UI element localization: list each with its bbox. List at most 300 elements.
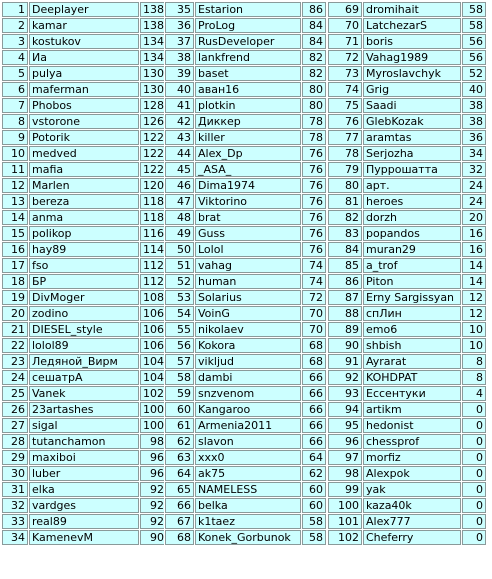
- player-name: Marlen: [29, 178, 139, 193]
- player-name: pulya: [29, 66, 139, 81]
- ranking-row: [2, 354, 167, 369]
- ranking-row: [165, 418, 326, 433]
- player-score: 112: [140, 274, 167, 289]
- rank-number: 48: [165, 210, 194, 225]
- rank-number: 10: [2, 146, 28, 161]
- rank-number: 75: [328, 98, 362, 113]
- rank-number: 39: [165, 66, 194, 81]
- rank-number: 63: [165, 450, 194, 465]
- rank-number: 61: [165, 418, 194, 433]
- player-score: 84: [302, 34, 326, 49]
- player-score: 112: [140, 258, 167, 273]
- player-name: Ayrarat: [363, 354, 461, 369]
- rank-number: 31: [2, 482, 28, 497]
- player-score: 82: [302, 50, 326, 65]
- player-score: 82: [302, 66, 326, 81]
- player-name: real89: [29, 514, 139, 529]
- player-name: maferman: [29, 82, 139, 97]
- ranking-row: [165, 354, 326, 369]
- ranking-row: [2, 18, 167, 33]
- player-name: ProLog: [195, 18, 301, 33]
- player-score: 14: [462, 258, 486, 273]
- player-name: mafia: [29, 162, 139, 177]
- player-name: nikolaev: [195, 322, 301, 337]
- player-name: hay89: [29, 242, 139, 257]
- player-score: 116: [140, 226, 167, 241]
- ranking-row: [328, 66, 486, 81]
- rank-number: 7: [2, 98, 28, 113]
- player-name: fso: [29, 258, 139, 273]
- player-name: Alex777: [363, 514, 461, 529]
- player-name: Alex_Dp: [195, 146, 301, 161]
- rank-number: 11: [2, 162, 28, 177]
- rank-number: 65: [165, 482, 194, 497]
- rank-number: 74: [328, 82, 362, 97]
- player-score: 120: [140, 178, 167, 193]
- ranking-column-2: [164, 1, 327, 546]
- ranking-row: [165, 466, 326, 481]
- ranking-row: [328, 450, 486, 465]
- rank-number: 22: [2, 338, 28, 353]
- ranking-row: [2, 114, 167, 129]
- ranking-row: [328, 354, 486, 369]
- player-score: 52: [462, 66, 486, 81]
- rank-number: 72: [328, 50, 362, 65]
- player-score: 76: [302, 242, 326, 257]
- rank-number: 27: [2, 418, 28, 433]
- ranking-row: [328, 498, 486, 513]
- ranking-row: [2, 82, 167, 97]
- player-name: kaza40k: [363, 498, 461, 513]
- rank-number: 50: [165, 242, 194, 257]
- ranking-row: [328, 210, 486, 225]
- ranking-row: [2, 450, 167, 465]
- player-score: 58: [302, 530, 326, 545]
- player-score: 32: [462, 162, 486, 177]
- ranking-row: [328, 226, 486, 241]
- player-score: 0: [462, 514, 486, 529]
- rank-number: 35: [165, 2, 194, 17]
- ranking-row: [2, 2, 167, 17]
- ranking-row: [328, 402, 486, 417]
- player-name: medved: [29, 146, 139, 161]
- ranking-row: [328, 514, 486, 529]
- player-score: 8: [462, 354, 486, 369]
- player-name: Kangaroo: [195, 402, 301, 417]
- player-name: artikm: [363, 402, 461, 417]
- player-score: 66: [302, 402, 326, 417]
- rank-number: 85: [328, 258, 362, 273]
- player-name: emo6: [363, 322, 461, 337]
- ranking-row: [165, 98, 326, 113]
- player-name: Phobos: [29, 98, 139, 113]
- rank-number: 43: [165, 130, 194, 145]
- rank-number: 102: [328, 530, 362, 545]
- player-score: 90: [140, 530, 167, 545]
- player-name: Иа: [29, 50, 139, 65]
- player-name: boris: [363, 34, 461, 49]
- player-name: VoinG: [195, 306, 301, 321]
- player-score: 40: [462, 82, 486, 97]
- rank-number: 93: [328, 386, 362, 401]
- player-score: 98: [140, 434, 167, 449]
- rank-number: 25: [2, 386, 28, 401]
- player-score: 80: [302, 82, 326, 97]
- rank-number: 99: [328, 482, 362, 497]
- ranking-row: [165, 498, 326, 513]
- rank-number: 13: [2, 194, 28, 209]
- rank-number: 58: [165, 370, 194, 385]
- player-name: slavon: [195, 434, 301, 449]
- player-score: 104: [140, 354, 167, 369]
- ranking-row: [2, 418, 167, 433]
- player-score: 0: [462, 434, 486, 449]
- player-score: 128: [140, 98, 167, 113]
- player-name: Grig: [363, 82, 461, 97]
- player-score: 16: [462, 242, 486, 257]
- ranking-row: [2, 386, 167, 401]
- player-score: 106: [140, 338, 167, 353]
- rank-number: 90: [328, 338, 362, 353]
- ranking-row: [328, 162, 486, 177]
- rank-number: 96: [328, 434, 362, 449]
- player-score: 66: [302, 418, 326, 433]
- player-score: 56: [462, 34, 486, 49]
- player-score: 34: [462, 146, 486, 161]
- player-score: 118: [140, 194, 167, 209]
- ranking-row: [2, 258, 167, 273]
- player-name: аван16: [195, 82, 301, 97]
- rank-number: 26: [2, 402, 28, 417]
- rank-number: 55: [165, 322, 194, 337]
- rank-number: 88: [328, 306, 362, 321]
- player-score: 100: [140, 402, 167, 417]
- rank-number: 1: [2, 2, 28, 17]
- ranking-row: [165, 530, 326, 545]
- ranking-row: [2, 434, 167, 449]
- rank-number: 14: [2, 210, 28, 225]
- ranking-row: [2, 306, 167, 321]
- rank-number: 62: [165, 434, 194, 449]
- player-name: Alexpok: [363, 466, 461, 481]
- rank-number: 19: [2, 290, 28, 305]
- player-score: 0: [462, 466, 486, 481]
- player-score: 24: [462, 194, 486, 209]
- ranking-row: [328, 2, 486, 17]
- ranking-row: [328, 466, 486, 481]
- player-name: Ледяной_Вирм: [29, 354, 139, 369]
- player-name: heroes: [363, 194, 461, 209]
- ranking-row: [2, 290, 167, 305]
- player-name: Пуррошатта: [363, 162, 461, 177]
- player-score: 68: [302, 338, 326, 353]
- player-name: сешатрА: [29, 370, 139, 385]
- ranking-row: [2, 402, 167, 417]
- ranking-row: [165, 386, 326, 401]
- player-name: baset: [195, 66, 301, 81]
- player-score: 118: [140, 210, 167, 225]
- rank-number: 44: [165, 146, 194, 161]
- ranking-row: [165, 242, 326, 257]
- player-score: 126: [140, 114, 167, 129]
- player-name: chessprof: [363, 434, 461, 449]
- player-name: Konek_Gorbunok: [195, 530, 301, 545]
- rank-number: 92: [328, 370, 362, 385]
- rank-number: 53: [165, 290, 194, 305]
- rank-number: 34: [2, 530, 28, 545]
- rank-number: 30: [2, 466, 28, 481]
- player-name: Ессентуки: [363, 386, 461, 401]
- rank-number: 73: [328, 66, 362, 81]
- player-name: Armenia2011: [195, 418, 301, 433]
- ranking-row: [165, 34, 326, 49]
- ranking-row: [165, 114, 326, 129]
- ranking-row: [165, 66, 326, 81]
- player-name: Guss: [195, 226, 301, 241]
- player-name: Saadi: [363, 98, 461, 113]
- player-score: 70: [302, 306, 326, 321]
- rank-number: 52: [165, 274, 194, 289]
- player-name: zodino: [29, 306, 139, 321]
- ranking-row: [165, 274, 326, 289]
- rank-number: 3: [2, 34, 28, 49]
- player-score: 78: [302, 114, 326, 129]
- rank-number: 86: [328, 274, 362, 289]
- player-name: Vahag1989: [363, 50, 461, 65]
- player-score: 76: [302, 210, 326, 225]
- rank-number: 36: [165, 18, 194, 33]
- rank-number: 57: [165, 354, 194, 369]
- player-name: Piton: [363, 274, 461, 289]
- player-name: vstorone: [29, 114, 139, 129]
- player-score: 72: [302, 290, 326, 305]
- player-score: 10: [462, 322, 486, 337]
- player-name: арт.: [363, 178, 461, 193]
- player-name: human: [195, 274, 301, 289]
- ranking-board: [1, 1, 491, 579]
- rank-number: 54: [165, 306, 194, 321]
- ranking-row: [328, 194, 486, 209]
- player-score: 86: [302, 2, 326, 17]
- player-score: 100: [140, 418, 167, 433]
- rank-number: 42: [165, 114, 194, 129]
- rank-number: 98: [328, 466, 362, 481]
- rank-number: 76: [328, 114, 362, 129]
- rank-number: 59: [165, 386, 194, 401]
- rank-number: 66: [165, 498, 194, 513]
- ranking-row: [328, 322, 486, 337]
- player-score: 62: [302, 466, 326, 481]
- player-score: 64: [302, 450, 326, 465]
- player-score: 0: [462, 530, 486, 545]
- player-score: 4: [462, 386, 486, 401]
- player-score: 70: [302, 322, 326, 337]
- player-score: 60: [302, 498, 326, 513]
- player-name: vikljud: [195, 354, 301, 369]
- ranking-row: [2, 466, 167, 481]
- ranking-row: [328, 242, 486, 257]
- player-score: 84: [302, 18, 326, 33]
- ranking-row: [2, 210, 167, 225]
- ranking-row: [2, 34, 167, 49]
- ranking-row: [328, 130, 486, 145]
- rank-number: 6: [2, 82, 28, 97]
- ranking-row: [2, 370, 167, 385]
- player-score: 80: [302, 98, 326, 113]
- player-score: 0: [462, 498, 486, 513]
- rank-number: 38: [165, 50, 194, 65]
- rank-number: 28: [2, 434, 28, 449]
- player-score: 138: [140, 18, 167, 33]
- rank-number: 56: [165, 338, 194, 353]
- player-name: tutanchamon: [29, 434, 139, 449]
- player-score: 134: [140, 34, 167, 49]
- ranking-row: [165, 82, 326, 97]
- player-name: plotkin: [195, 98, 301, 113]
- ranking-row: [328, 178, 486, 193]
- rank-number: 89: [328, 322, 362, 337]
- ranking-row: [328, 146, 486, 161]
- ranking-row: [165, 450, 326, 465]
- rank-number: 69: [328, 2, 362, 17]
- player-score: 76: [302, 194, 326, 209]
- ranking-row: [2, 162, 167, 177]
- player-name: dorzh: [363, 210, 461, 225]
- rank-number: 2: [2, 18, 28, 33]
- rank-number: 15: [2, 226, 28, 241]
- ranking-row: [2, 482, 167, 497]
- player-name: спЛин: [363, 306, 461, 321]
- player-score: 96: [140, 466, 167, 481]
- ranking-row: [2, 242, 167, 257]
- ranking-row: [328, 82, 486, 97]
- rank-number: 100: [328, 498, 362, 513]
- rank-number: 81: [328, 194, 362, 209]
- ranking-row: [165, 402, 326, 417]
- ranking-row: [165, 194, 326, 209]
- rank-number: 5: [2, 66, 28, 81]
- player-score: 12: [462, 306, 486, 321]
- ranking-row: [328, 338, 486, 353]
- ranking-row: [165, 178, 326, 193]
- ranking-row: [165, 146, 326, 161]
- rank-number: 12: [2, 178, 28, 193]
- ranking-row: [328, 482, 486, 497]
- ranking-row: [328, 434, 486, 449]
- player-score: 58: [302, 514, 326, 529]
- player-score: 92: [140, 514, 167, 529]
- player-name: LatchezarS: [363, 18, 461, 33]
- ranking-row: [165, 130, 326, 145]
- player-score: 76: [302, 178, 326, 193]
- ranking-row: [2, 146, 167, 161]
- player-score: 0: [462, 402, 486, 417]
- player-score: 76: [302, 162, 326, 177]
- player-name: _ASA_: [195, 162, 301, 177]
- rank-number: 18: [2, 274, 28, 289]
- player-name: yak: [363, 482, 461, 497]
- player-score: 92: [140, 498, 167, 513]
- player-score: 92: [140, 482, 167, 497]
- player-name: 23artashes: [29, 402, 139, 417]
- player-score: 130: [140, 66, 167, 81]
- player-name: БР: [29, 274, 139, 289]
- ranking-row: [165, 434, 326, 449]
- ranking-row: [165, 210, 326, 225]
- ranking-row: [2, 98, 167, 113]
- player-name: NAMELESS: [195, 482, 301, 497]
- player-name: k1taez: [195, 514, 301, 529]
- player-name: sigal: [29, 418, 139, 433]
- ranking-row: [2, 50, 167, 65]
- player-name: Диккер: [195, 114, 301, 129]
- rank-number: 46: [165, 178, 194, 193]
- ranking-row: [328, 18, 486, 33]
- player-name: KamenevM: [29, 530, 139, 545]
- rank-number: 37: [165, 34, 194, 49]
- player-score: 76: [302, 146, 326, 161]
- ranking-row: [328, 34, 486, 49]
- rank-number: 9: [2, 130, 28, 145]
- rank-number: 60: [165, 402, 194, 417]
- player-score: 96: [140, 450, 167, 465]
- rank-number: 70: [328, 18, 362, 33]
- player-name: xxx0: [195, 450, 301, 465]
- rank-number: 84: [328, 242, 362, 257]
- ranking-row: [328, 370, 486, 385]
- player-name: kamar: [29, 18, 139, 33]
- player-name: morfiz: [363, 450, 461, 465]
- rank-number: 67: [165, 514, 194, 529]
- rank-number: 83: [328, 226, 362, 241]
- ranking-row: [165, 2, 326, 17]
- player-name: bereza: [29, 194, 139, 209]
- player-name: Lolol: [195, 242, 301, 257]
- player-score: 38: [462, 114, 486, 129]
- ranking-row: [165, 162, 326, 177]
- player-name: lolol89: [29, 338, 139, 353]
- player-score: 122: [140, 146, 167, 161]
- ranking-row: [165, 514, 326, 529]
- player-score: 60: [302, 482, 326, 497]
- rank-number: 95: [328, 418, 362, 433]
- rank-number: 77: [328, 130, 362, 145]
- ranking-row: [165, 370, 326, 385]
- rank-number: 32: [2, 498, 28, 513]
- player-name: Estarion: [195, 2, 301, 17]
- rank-number: 47: [165, 194, 194, 209]
- rank-number: 8: [2, 114, 28, 129]
- player-name: kostukov: [29, 34, 139, 49]
- player-score: 36: [462, 130, 486, 145]
- ranking-row: [328, 306, 486, 321]
- ranking-row: [328, 274, 486, 289]
- ranking-row: [2, 322, 167, 337]
- rank-number: 71: [328, 34, 362, 49]
- player-score: 104: [140, 370, 167, 385]
- player-score: 66: [302, 370, 326, 385]
- player-score: 74: [302, 274, 326, 289]
- player-score: 138: [140, 2, 167, 17]
- ranking-row: [165, 50, 326, 65]
- ranking-row: [328, 258, 486, 273]
- player-score: 122: [140, 162, 167, 177]
- ranking-row: [328, 418, 486, 433]
- player-name: Erny Sargissyan: [363, 290, 461, 305]
- player-name: dromihait: [363, 2, 461, 17]
- rank-number: 82: [328, 210, 362, 225]
- ranking-row: [328, 530, 486, 545]
